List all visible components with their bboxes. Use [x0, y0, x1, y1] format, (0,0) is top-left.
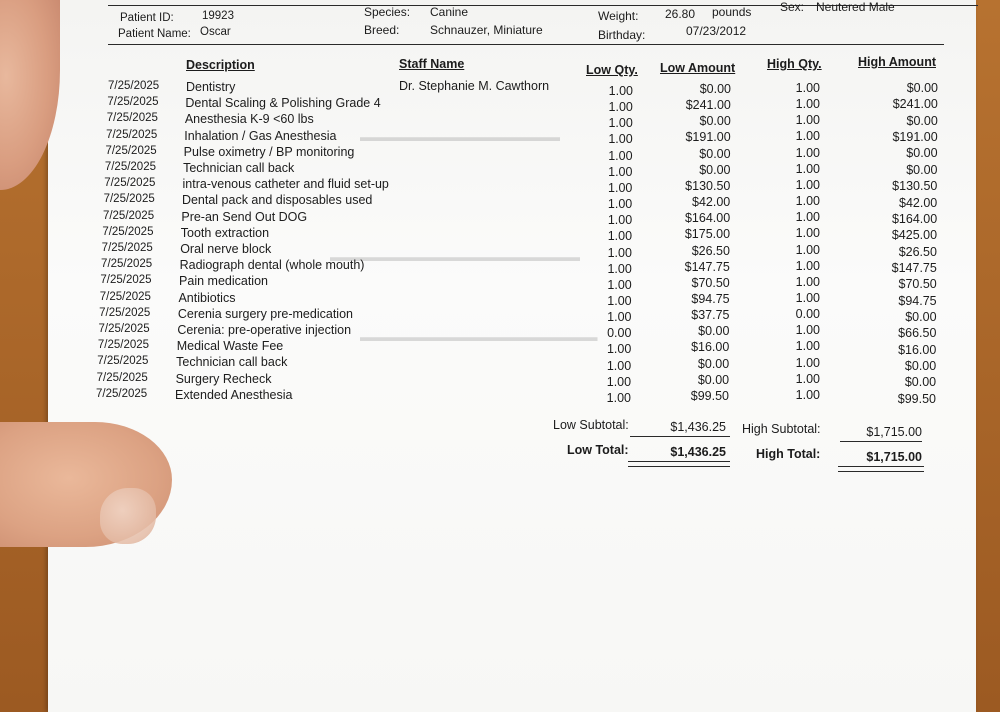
row-description: Tooth extraction — [180, 225, 270, 240]
row-high-amount: $191.00 — [892, 130, 938, 145]
row-date: 7/25/2025 — [102, 225, 154, 238]
row-date: 7/25/2025 — [96, 387, 148, 400]
row-low-qty: 1.00 — [608, 148, 633, 163]
row-low-amount: $0.00 — [697, 372, 730, 387]
weight-label: Weight: — [598, 9, 639, 23]
header-rule — [108, 44, 944, 45]
row-description: Surgery Recheck — [175, 371, 272, 386]
patient-name-label: Patient Name: — [118, 28, 191, 40]
row-date: 7/25/2025 — [98, 323, 150, 335]
row-low-qty: 1.00 — [607, 277, 632, 292]
row-date: 7/25/2025 — [97, 355, 149, 368]
row-low-amount: $164.00 — [684, 211, 731, 226]
row-high-amount: $99.50 — [897, 391, 936, 406]
bleed-through-text: ▬▬▬▬▬▬▬▬▬▬▬▬▬▬▬▬▬▬▬▬ — [330, 250, 580, 264]
low-total-double-rule — [628, 461, 730, 467]
row-low-qty: 1.00 — [608, 180, 633, 195]
row-low-qty: 1.00 — [606, 342, 632, 357]
low-subtotal-label: Low Subtotal: — [553, 418, 629, 432]
row-high-qty: 0.00 — [795, 307, 820, 322]
bleed-through-text: ▬▬▬▬▬▬▬▬▬▬▬▬▬▬▬▬ — [360, 130, 560, 144]
row-low-amount: $175.00 — [684, 227, 731, 242]
row-high-amount: $26.50 — [898, 244, 937, 259]
row-description: Dentistry — [186, 80, 236, 94]
row-high-qty: 1.00 — [795, 81, 820, 95]
row-low-qty: 1.00 — [607, 213, 633, 228]
row-low-qty: 1.00 — [607, 197, 633, 212]
low-subtotal-rule — [630, 436, 730, 437]
row-high-amount: $130.50 — [892, 179, 938, 194]
row-high-amount: $0.00 — [906, 81, 938, 95]
sex-label: Sex: — [780, 0, 805, 14]
col-high-amount: High Amount — [858, 55, 936, 69]
sex-value: Neutered Male — [816, 0, 895, 14]
row-date: 7/25/2025 — [101, 242, 153, 254]
row-date: 7/25/2025 — [102, 209, 155, 222]
row-high-qty: 1.00 — [795, 161, 820, 176]
row-high-qty: 1.00 — [795, 97, 820, 112]
row-date: 7/25/2025 — [105, 144, 157, 157]
row-high-qty: 1.00 — [795, 387, 820, 402]
row-high-qty: 1.00 — [795, 194, 820, 209]
row-low-amount: $0.00 — [699, 82, 731, 96]
birthday-label: Birthday: — [598, 28, 646, 42]
col-low-qty: Low Qty. — [586, 63, 638, 77]
high-total-double-rule — [838, 466, 924, 472]
row-high-qty: 1.00 — [795, 339, 820, 354]
row-description: Pre-an Send Out DOG — [181, 209, 308, 224]
row-description: Extended Anesthesia — [175, 387, 293, 402]
row-low-amount: $0.00 — [699, 162, 731, 177]
col-staff: Staff Name — [399, 57, 465, 71]
high-subtotal-rule — [840, 441, 922, 442]
breed-label: Breed: — [364, 23, 400, 37]
patient-id-value: 19923 — [202, 10, 234, 22]
row-high-qty: 1.00 — [795, 145, 820, 160]
row-description: Oral nerve block — [180, 242, 272, 256]
row-low-qty: 1.00 — [606, 358, 632, 373]
fingernail — [100, 488, 156, 544]
row-description: Antibiotics — [178, 290, 236, 305]
row-low-qty: 1.00 — [607, 245, 632, 260]
row-high-amount: $94.75 — [898, 293, 937, 308]
row-high-amount: $42.00 — [899, 195, 938, 210]
row-low-amount: $94.75 — [691, 291, 730, 306]
low-total-value: $1,436.25 — [670, 445, 726, 459]
row-high-amount: $0.00 — [904, 375, 937, 390]
row-description: Cerenia: pre-operative injection — [177, 323, 352, 337]
row-date: 7/25/2025 — [108, 80, 160, 92]
species-value: Canine — [430, 5, 469, 19]
row-date: 7/25/2025 — [106, 128, 158, 141]
row-high-amount: $16.00 — [898, 342, 937, 357]
col-low-amount: Low Amount — [660, 61, 736, 75]
row-low-amount: $0.00 — [697, 356, 730, 371]
high-subtotal-label: High Subtotal: — [742, 422, 821, 436]
row-high-amount: $0.00 — [906, 113, 938, 128]
birthday-value: 07/23/2012 — [686, 24, 747, 38]
bleed-through-text: ▬▬▬▬▬▬▬▬▬▬▬▬▬▬▬▬▬▬▬ — [360, 330, 598, 344]
row-description: Medical Waste Fee — [176, 339, 284, 354]
row-low-amount: $147.75 — [684, 259, 730, 274]
row-high-qty: 1.00 — [795, 258, 820, 273]
row-high-amount: $0.00 — [906, 162, 938, 177]
row-description: Cerenia surgery pre-medication — [177, 306, 353, 321]
row-date: 7/25/2025 — [97, 339, 150, 352]
row-low-qty: 1.00 — [606, 374, 632, 389]
row-description: Technician call back — [183, 161, 295, 175]
row-date: 7/25/2025 — [107, 96, 159, 109]
high-total-label: High Total: — [756, 447, 821, 461]
row-low-qty: 1.00 — [607, 293, 632, 308]
weight-value: 26.80 — [665, 7, 696, 21]
row-description: Dental Scaling & Polishing Grade 4 — [185, 96, 381, 111]
row-high-qty: 1.00 — [795, 226, 820, 241]
estimate-sheet — [48, 0, 976, 712]
row-high-amount: $147.75 — [891, 260, 937, 275]
row-low-amount: $130.50 — [685, 178, 731, 193]
row-date: 7/25/2025 — [101, 258, 153, 271]
row-high-amount: $164.00 — [891, 211, 938, 226]
row-high-qty: 1.00 — [795, 290, 820, 305]
row-date: 7/25/2025 — [99, 290, 151, 303]
row-high-amount: $66.50 — [898, 326, 937, 341]
row-low-qty: 1.00 — [607, 310, 632, 325]
row-high-amount: $70.50 — [898, 277, 937, 292]
row-low-amount: $0.00 — [699, 114, 731, 129]
row-high-amount: $0.00 — [905, 310, 937, 325]
row-low-amount: $191.00 — [685, 130, 731, 145]
row-low-amount: $241.00 — [685, 98, 731, 113]
row-high-amount: $241.00 — [892, 97, 938, 112]
staff-name: Dr. Stephanie M. Cawthorn — [399, 79, 550, 93]
row-low-qty: 0.00 — [607, 326, 632, 341]
row-high-amount: $0.00 — [904, 359, 937, 374]
row-low-amount: $99.50 — [690, 388, 729, 403]
row-low-qty: 1.00 — [606, 390, 631, 405]
weight-unit: pounds — [712, 5, 752, 19]
row-low-qty: 1.00 — [608, 100, 633, 115]
row-high-qty: 1.00 — [795, 242, 820, 257]
row-high-qty: 1.00 — [795, 371, 820, 386]
row-description: Radiograph dental (whole mouth) — [179, 258, 365, 273]
col-description: Description — [186, 58, 255, 72]
row-description: Technician call back — [176, 355, 288, 370]
row-high-qty: 1.00 — [795, 113, 820, 128]
patient-id-label: Patient ID: — [120, 12, 174, 24]
row-date: 7/25/2025 — [99, 306, 151, 319]
row-high-amount: $0.00 — [906, 146, 938, 161]
row-low-qty: 1.00 — [608, 84, 633, 98]
row-low-amount: $16.00 — [691, 340, 730, 355]
row-description: Pulse oximetry / BP monitoring — [183, 144, 355, 159]
row-high-amount: $425.00 — [891, 228, 938, 243]
low-subtotal-value: $1,436.25 — [670, 420, 726, 434]
row-description: Inhalation / Gas Anesthesia — [184, 128, 337, 143]
row-low-qty: 1.00 — [607, 229, 633, 244]
species-label: Species: — [364, 5, 411, 19]
row-high-qty: 1.00 — [795, 355, 820, 370]
row-date: 7/25/2025 — [103, 193, 155, 206]
row-high-qty: 1.00 — [795, 323, 820, 338]
row-low-amount: $26.50 — [691, 243, 730, 258]
row-date: 7/25/2025 — [104, 161, 156, 173]
row-description: Anesthesia K-9 <60 lbs — [184, 112, 314, 127]
row-high-qty: 1.00 — [795, 274, 820, 289]
row-low-amount: $42.00 — [692, 195, 731, 210]
row-low-qty: 1.00 — [608, 116, 633, 131]
row-low-qty: 1.00 — [607, 261, 632, 276]
row-date: 7/25/2025 — [96, 371, 148, 384]
row-description: Dental pack and disposables used — [181, 193, 373, 208]
low-total-label: Low Total: — [567, 443, 629, 457]
high-subtotal-value: $1,715.00 — [866, 425, 922, 439]
row-low-amount: $70.50 — [691, 275, 730, 290]
row-low-qty: 1.00 — [608, 164, 633, 179]
row-low-amount: $37.75 — [691, 308, 730, 323]
row-date: 7/25/2025 — [104, 177, 156, 190]
col-high-qty: High Qty. — [767, 57, 822, 71]
row-description: intra-venous catheter and fluid set-up — [182, 177, 389, 192]
row-low-amount: $0.00 — [698, 324, 730, 339]
high-total-value: $1,715.00 — [866, 450, 922, 464]
row-high-qty: 1.00 — [795, 177, 820, 192]
patient-name-value: Oscar — [200, 26, 231, 38]
row-date: 7/25/2025 — [100, 274, 152, 287]
row-high-qty: 1.00 — [795, 129, 820, 144]
row-description: Pain medication — [179, 274, 268, 289]
row-date: 7/25/2025 — [106, 112, 158, 125]
row-high-qty: 1.00 — [795, 210, 820, 225]
breed-value: Schnauzer, Miniature — [430, 23, 543, 37]
row-low-qty: 1.00 — [608, 132, 633, 147]
row-low-amount: $0.00 — [699, 146, 731, 161]
